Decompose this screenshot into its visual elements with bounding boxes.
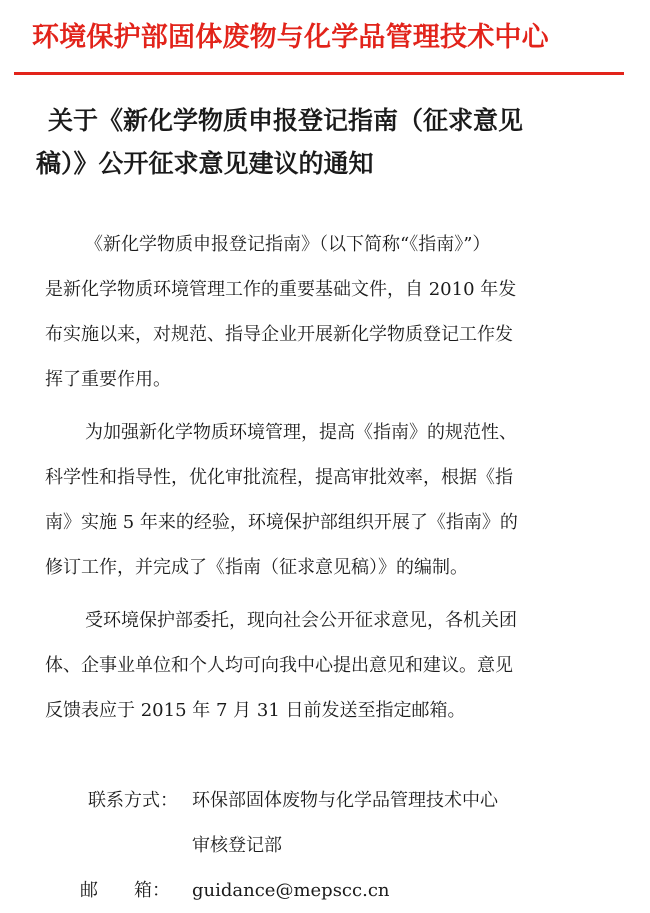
email-address[interactable]: guidance@mepscc.cn: [192, 880, 390, 901]
contact-organization: 环保部固体废物与化学品管理技术中心: [192, 790, 498, 811]
email-label: 邮 箱：: [80, 880, 170, 901]
paragraph-line: 体、企事业单位和个人均可向我中心提出意见和建议。意见: [45, 655, 513, 676]
contact-label: 联系方式：: [88, 790, 178, 811]
paragraph-line: 挥了重要作用。: [45, 369, 171, 390]
paragraph-line: 修订工作，并完成了《指南（征求意见稿）》的编制。: [45, 557, 468, 578]
paragraph-line: 布实施以来，对规范、指导企业开展新化学物质登记工作发: [45, 324, 513, 345]
paragraph-line: 反馈表应于 2015 年 7 月 31 日前发送至指定邮箱。: [45, 700, 466, 721]
paragraph-line: 为加强新化学物质环境管理，提高《指南》的规范性、: [85, 422, 517, 443]
contact-row-email: [80, 868, 628, 913]
paragraph-line: 是新化学物质环境管理工作的重要基础文件，自 2010 年发: [45, 279, 517, 300]
paragraph-3: [45, 598, 605, 733]
contact-label-spacer: [88, 823, 192, 868]
notice-title: [36, 99, 616, 185]
notice-body: [45, 222, 605, 733]
notice-title-line-1: 关于《新化学物质申报登记指南（征求意见: [48, 106, 524, 135]
paragraph-line: 受环境保护部委托，现向社会公开征求意见，各机关团: [85, 610, 517, 631]
paragraph-1: [45, 222, 605, 402]
paragraph-2: [45, 410, 605, 590]
paragraph-line: 《新化学物质申报登记指南》（以下简称“《指南》”）: [85, 234, 491, 255]
contact-block: [80, 778, 628, 913]
paragraph-line: 科学性和指导性，优化审批流程，提高审批效率，根据《指: [45, 467, 513, 488]
contact-row-org: [88, 778, 628, 823]
contact-department: 审核登记部: [192, 835, 282, 856]
contact-row-department: [88, 823, 628, 868]
paragraph-line: 南》实施 5 年来的经验，环境保护部组织开展了《指南》的: [45, 512, 518, 533]
header-organization: 环境保护部固体废物与化学品管理技术中心: [32, 22, 549, 53]
notice-title-line-2: 稿）》公开征求意见建议的通知: [36, 149, 374, 178]
header-red-rule: [14, 72, 624, 75]
